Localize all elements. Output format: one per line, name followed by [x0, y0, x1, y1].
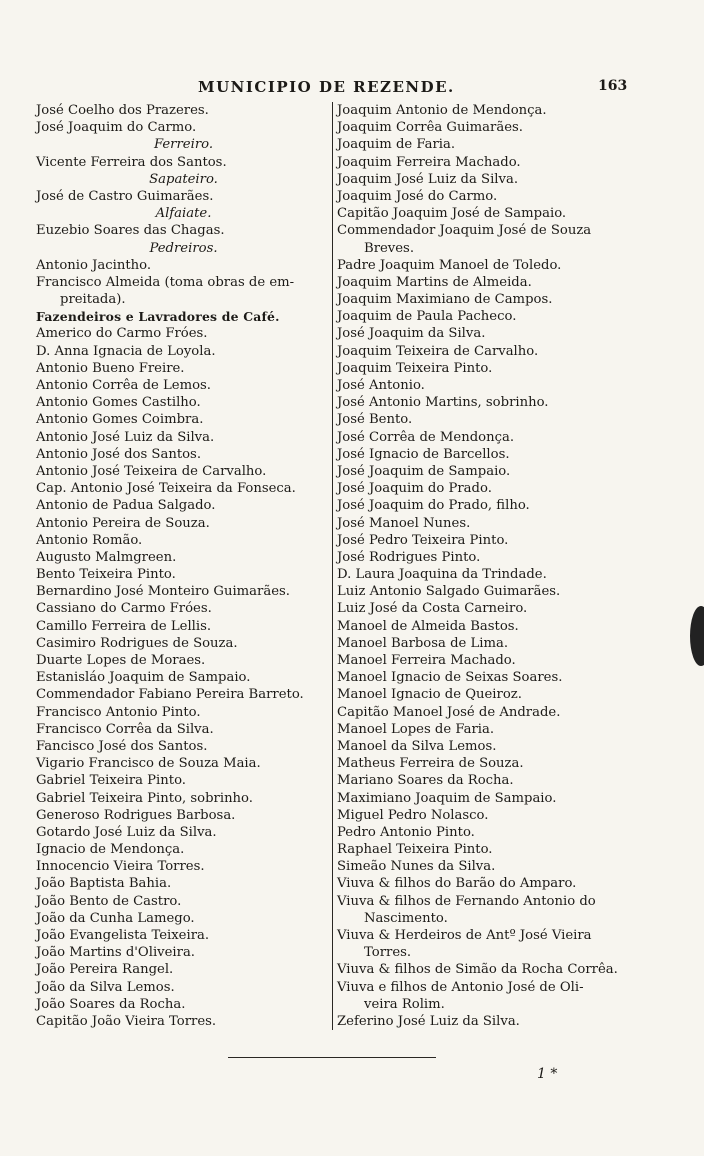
- directory-entry: Antonio José dos Santos.: [36, 446, 202, 462]
- directory-entry: Manoel de Almeida Bastos.: [337, 618, 519, 634]
- directory-entry: Antonio Jacintho.: [36, 257, 152, 273]
- directory-entry: Americo do Carmo Fróes.: [36, 326, 208, 342]
- directory-entry: Joaquim Maximiano de Campos.: [337, 292, 553, 308]
- directory-entry: Joaquim José Luiz da Silva.: [337, 171, 519, 187]
- directory-entry: Luiz Antonio Salgado Guimarães.: [337, 584, 561, 600]
- directory-entry: Zeferino José Luiz da Silva.: [337, 1013, 520, 1029]
- directory-entry: Camillo Ferreira de Lellis.: [36, 618, 212, 634]
- section-heading: Fazendeiros e Lavradores de Café.: [36, 309, 280, 325]
- directory-entry: Vigario Francisco de Souza Maia.: [36, 756, 261, 772]
- directory-entry: Joaquim Corrêa Guimarães.: [337, 120, 523, 136]
- directory-entry: João Bento de Castro.: [36, 893, 182, 909]
- directory-entry: Antonio Corrêa de Lemos.: [36, 378, 211, 393]
- directory-entry: Joaquim José do Carmo.: [337, 188, 498, 204]
- directory-entry: Capitão Manoel José de Andrade.: [337, 704, 561, 720]
- directory-entry: José Joaquim do Prado, filho.: [337, 498, 530, 514]
- directory-entry: Antonio de Padua Salgado.: [36, 498, 216, 514]
- directory-entry: Bernardino José Monteiro Guimarães.: [36, 584, 290, 600]
- directory-entry: Joaquim de Faria.: [337, 137, 456, 153]
- directory-entry: Euzebio Soares das Chagas.: [36, 223, 225, 239]
- page-title: MUNICIPIO DE REZENDE.: [198, 78, 455, 96]
- directory-entry: João Soares da Rocha.: [36, 996, 186, 1012]
- directory-entry: Simeão Nunes da Silva.: [337, 859, 496, 875]
- directory-entry: Commendador Fabiano Pereira Barreto.: [36, 687, 304, 703]
- directory-entry: Gabriel Teixeira Pinto, sobrinho.: [36, 790, 253, 806]
- directory-entry: Luiz José da Costa Carneiro.: [337, 601, 528, 617]
- directory-entry: Antonio José Luiz da Silva.: [36, 429, 215, 445]
- directory-entry: Joaquim Teixeira de Carvalho.: [337, 343, 539, 359]
- directory-entry: Antonio Gomes Coimbra.: [36, 412, 204, 428]
- directory-entry: Capitão João Vieira Torres.: [36, 1013, 217, 1029]
- directory-entry: Raphael Teixeira Pinto.: [337, 842, 493, 858]
- directory-entry: José Rodrigues Pinto.: [337, 549, 481, 565]
- directory-entry: Joaquim Antonio de Mendonça.: [337, 103, 547, 118]
- directory-entry: Manoel da Silva Lemos.: [337, 738, 497, 754]
- trade-heading: Ferreiro.: [153, 137, 214, 153]
- signature-mark: 1 *: [537, 1066, 558, 1082]
- directory-entry: Vicente Ferreira dos Santos.: [36, 154, 227, 170]
- directory-entry: Viuva & filhos de Fernando Antonio do: [337, 893, 596, 909]
- directory-entry: Francisco Corrêa da Silva.: [36, 721, 214, 737]
- directory-entry: Manoel Lopes de Faria.: [337, 721, 495, 737]
- directory-entry: José Corrêa de Mendonça.: [337, 429, 515, 445]
- directory-entry: Commendador Joaquim José de Souza: [337, 223, 592, 239]
- directory-entry: Innocencio Vieira Torres.: [36, 859, 205, 875]
- directory-entry: Antonio Bueno Freire.: [36, 360, 185, 376]
- directory-entry: Pedro Antonio Pinto.: [337, 824, 475, 840]
- directory-entry: Duarte Lopes de Moraes.: [36, 653, 206, 668]
- directory-entry: Gabriel Teixeira Pinto.: [36, 773, 186, 789]
- directory-entry: Manoel Ferreira Machado.: [337, 653, 516, 668]
- directory-entry: José Antonio.: [337, 378, 425, 393]
- directory-entry: Cap. Antonio José Teixeira da Fonseca.: [36, 481, 296, 497]
- directory-entry: Joaquim Martins de Almeida.: [337, 274, 532, 290]
- entry-continuation: Breves.: [364, 240, 415, 256]
- directory-entry: Ignacio de Mendonça.: [36, 842, 185, 858]
- directory-entry: Gotardo José Luiz da Silva.: [36, 824, 217, 840]
- entry-continuation: preitada).: [60, 292, 126, 308]
- directory-entry: José Coelho dos Prazeres.: [36, 103, 209, 118]
- directory-entry: Francisco Almeida (toma obras de em-: [36, 274, 295, 290]
- directory-entry: Joaquim Ferreira Machado.: [337, 154, 521, 170]
- directory-entry: Antonio Pereira de Souza.: [36, 515, 210, 531]
- trade-heading: Sapateiro.: [149, 171, 218, 187]
- directory-entry: João da Silva Lemos.: [36, 979, 175, 995]
- directory-entry: Manoel Ignacio de Queiroz.: [337, 687, 522, 703]
- directory-entry: José Bento.: [337, 412, 413, 428]
- directory-entry: José Joaquim da Silva.: [337, 326, 486, 342]
- entry-continuation: Torres.: [364, 945, 412, 961]
- directory-entry: Bento Teixeira Pinto.: [36, 567, 176, 583]
- directory-entry: Fancisco José dos Santos.: [36, 738, 208, 754]
- directory-entry: João Pereira Rangel.: [36, 962, 174, 978]
- directory-entry: Francisco Antonio Pinto.: [36, 704, 201, 720]
- directory-entry: Antonio Gomes Castilho.: [36, 395, 201, 411]
- directory-entry: Joaquim de Paula Pacheco.: [337, 309, 517, 325]
- directory-entry: Maximiano Joaquim de Sampaio.: [337, 790, 557, 806]
- directory-entry: Padre Joaquim Manoel de Toledo.: [337, 257, 562, 273]
- directory-entry: Joaquim Teixeira Pinto.: [337, 360, 493, 376]
- directory-entry: Estanisláo Joaquim de Sampaio.: [36, 670, 251, 686]
- directory-entry: Viuva & filhos de Simão da Rocha Corrêa.: [337, 962, 618, 978]
- directory-entry: Manoel Ignacio de Seixas Soares.: [337, 670, 563, 686]
- entry-continuation: Nascimento.: [364, 910, 448, 926]
- ink-blot: [690, 606, 704, 666]
- column-divider: [332, 102, 333, 1030]
- directory-entry: José Antonio Martins, sobrinho.: [337, 395, 549, 411]
- entry-continuation: veira Rolim.: [364, 996, 445, 1012]
- footer-rule: [228, 1057, 436, 1058]
- directory-entry: Casimiro Rodrigues de Souza.: [36, 635, 238, 651]
- directory-entry: Viuva & Herdeiros de Antº José Vieira: [337, 928, 592, 943]
- directory-entry: João Baptista Bahia.: [36, 876, 172, 892]
- trade-heading: Alfaiate.: [155, 206, 212, 222]
- directory-entry: Capitão Joaquim José de Sampaio.: [337, 206, 567, 222]
- directory-entry: D. Laura Joaquina da Trindade.: [337, 567, 547, 583]
- directory-entry: José de Castro Guimarães.: [36, 188, 214, 204]
- directory-entry: Augusto Malmgreen.: [36, 549, 177, 565]
- directory-entry: João Martins d'Oliveira.: [36, 945, 196, 961]
- directory-entry: Antonio Romão.: [36, 532, 143, 548]
- page-number: 163: [598, 78, 628, 94]
- directory-entry: Manoel Barbosa de Lima.: [337, 635, 509, 651]
- directory-entry: Generoso Rodrigues Barbosa.: [36, 807, 236, 823]
- directory-entry: D. Anna Ignacia de Loyola.: [36, 343, 216, 359]
- directory-entry: João da Cunha Lamego.: [36, 910, 195, 926]
- directory-entry: João Evangelista Teixeira.: [36, 928, 210, 943]
- right-column: [336, 102, 626, 1030]
- page-header: [0, 78, 704, 100]
- directory-entry: José Joaquim do Carmo.: [36, 120, 197, 136]
- left-column: [36, 102, 331, 1030]
- directory-entry: José Joaquim de Sampaio.: [337, 463, 511, 479]
- directory-entry: José Joaquim do Prado.: [337, 481, 492, 497]
- directory-entry: Cassiano do Carmo Fróes.: [36, 601, 212, 617]
- directory-entry: José Manoel Nunes.: [337, 515, 471, 531]
- directory-entry: Viuva & filhos do Barão do Amparo.: [337, 876, 577, 892]
- directory-entry: Mariano Soares da Rocha.: [337, 773, 514, 789]
- directory-entry: Antonio José Teixeira de Carvalho.: [36, 463, 267, 479]
- directory-entry: José Ignacio de Barcellos.: [337, 446, 510, 462]
- trade-heading: Pedreiros.: [149, 240, 218, 256]
- directory-entry: Matheus Ferreira de Souza.: [337, 756, 524, 772]
- directory-entry: Viuva e filhos de Antonio José de Oli-: [337, 979, 584, 995]
- directory-entry: José Pedro Teixeira Pinto.: [337, 532, 509, 548]
- directory-entry: Miguel Pedro Nolasco.: [337, 807, 489, 823]
